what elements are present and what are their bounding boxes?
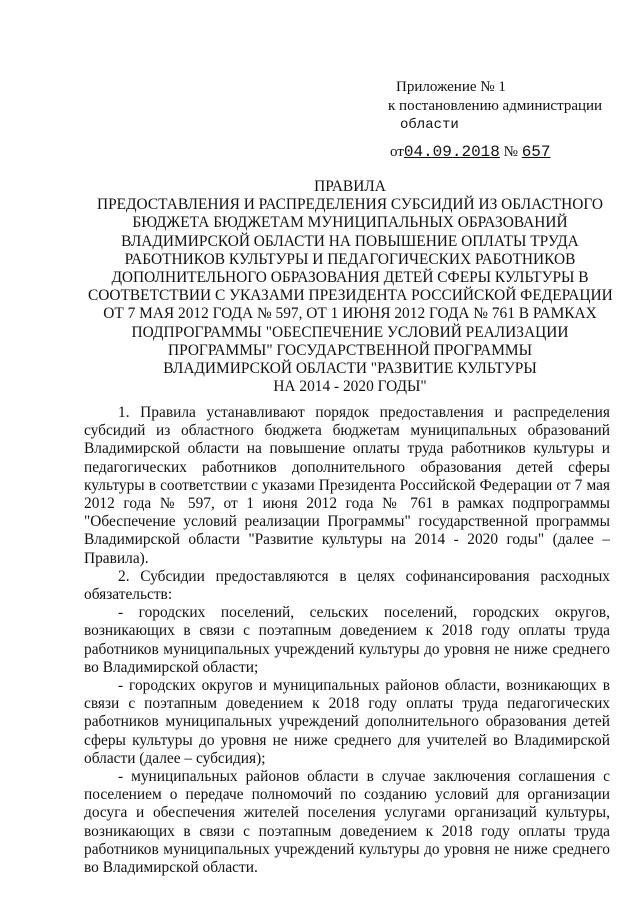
list-item: - городских поселений, сельских поселений, городских округов, возникающих в связи с поэтапным доведением к 2018 году оплаты труда работников муниципальных учреждений культуры до уровня не ниже среднего во Владимирской области;	[84, 604, 610, 676]
annex-number: 657	[521, 143, 551, 161]
title-line: РАБОТНИКОВ КУЛЬТУРЫ И ПЕДАГОГИЧЕСКИХ РАБОТНИКОВ	[124, 250, 576, 268]
title-line: СООТВЕТСТВИИ С УКАЗАМИ ПРЕЗИДЕНТА РОССИЙСКОЙ ФЕДЕРАЦИИ	[88, 287, 613, 305]
list-item: - муниципальных районов области в случае заключения соглашения с поселением о передаче полномочий по созданию условий для организации досуга и обеспечения жителей поселения услугами организаций культуры, возникающих в связи с поэтапным доведением к 2018 году оплаты труда работников муниципальных учреждений культуры до уровня не ниже среднего во Владимирской области.	[84, 768, 610, 877]
title-line: ПРОГРАММЫ" ГОСУДАРСТВЕННОЙ ПРОГРАММЫ	[167, 341, 533, 359]
document-title	[88, 178, 612, 396]
list-item: - городских округов и муниципальных районов области, возникающих в связи с поэтапным доведением к 2018 году оплаты труда педагогических работников муниципальных учреждений дополнительного образования детей сферы культуры до уровня не ниже среднего для учителей во Владимирской области (далее – субсидия);	[84, 677, 610, 767]
title-line: ПРАВИЛА	[314, 178, 386, 195]
title-line: БЮДЖЕТА БЮДЖЕТАМ МУНИЦИПАЛЬНЫХ ОБРАЗОВАНИЙ	[132, 214, 568, 232]
annex-title: Приложение № 1	[396, 79, 506, 95]
annex-from-prefix: от	[390, 144, 404, 160]
document-body	[84, 404, 610, 877]
annex-number-prefix: №	[503, 144, 518, 160]
annex-reference: к постановлению администрации	[388, 98, 603, 114]
title-line: НА 2014 - 2020 ГОДЫ"	[273, 378, 427, 396]
annex-issuer: области	[400, 117, 459, 133]
title-line: ПРЕДОСТАВЛЕНИЯ И РАСПРЕДЕЛЕНИЯ СУБСИДИЙ ИЗ ОБЛАСТНОГО	[96, 196, 604, 214]
title-line: ВЛАДИМИРСКОЙ ОБЛАСТИ "РАЗВИТИЕ КУЛЬТУРЫ	[163, 360, 537, 378]
title-line: ДОПОЛНИТЕЛЬНОГО ОБРАЗОВАНИЯ ДЕТЕЙ СФЕРЫ КУЛЬТУРЫ В	[111, 269, 589, 287]
annex-date: 04.09.2018	[403, 143, 500, 161]
annex-block	[388, 78, 628, 162]
title-line: ВЛАДИМИРСКОЙ ОБЛАСТИ НА ПОВЫШЕНИЕ ОПЛАТЫ ТРУДА	[121, 232, 579, 250]
title-line: ОТ 7 МАЯ 2012 ГОДА № 597, ОТ 1 ИЮНЯ 2012 ГОДА № 761 В РАМКАХ	[103, 305, 597, 323]
paragraph-2: 2. Субсидии предоставляются в целях софинансирования расходных обязательств:	[84, 567, 610, 604]
paragraph-1: 1. Правила устанавливают порядок предоставления и распределения субсидий из областного бюджета бюджетам муниципальных образований Владимирской области на повышение оплаты труда работников культуры и педагогических работников дополнительного образования детей сферы культуры в соответствии с указами Президента Российской Федерации от 7 мая 2012 года № 597, от 1 июня 2012 года № 761 в рамках подпрограммы "Обеспечение условий реализации Программы" государственной программы Владимирской области "Развитие культуры на 2014 - 2020 годы" (далее – Правила).	[84, 404, 610, 567]
annex-date-number	[388, 143, 628, 162]
title-line: ПОДПРОГРАММЫ "ОБЕСПЕЧЕНИЕ УСЛОВИЙ РЕАЛИЗАЦИИ	[131, 323, 569, 341]
